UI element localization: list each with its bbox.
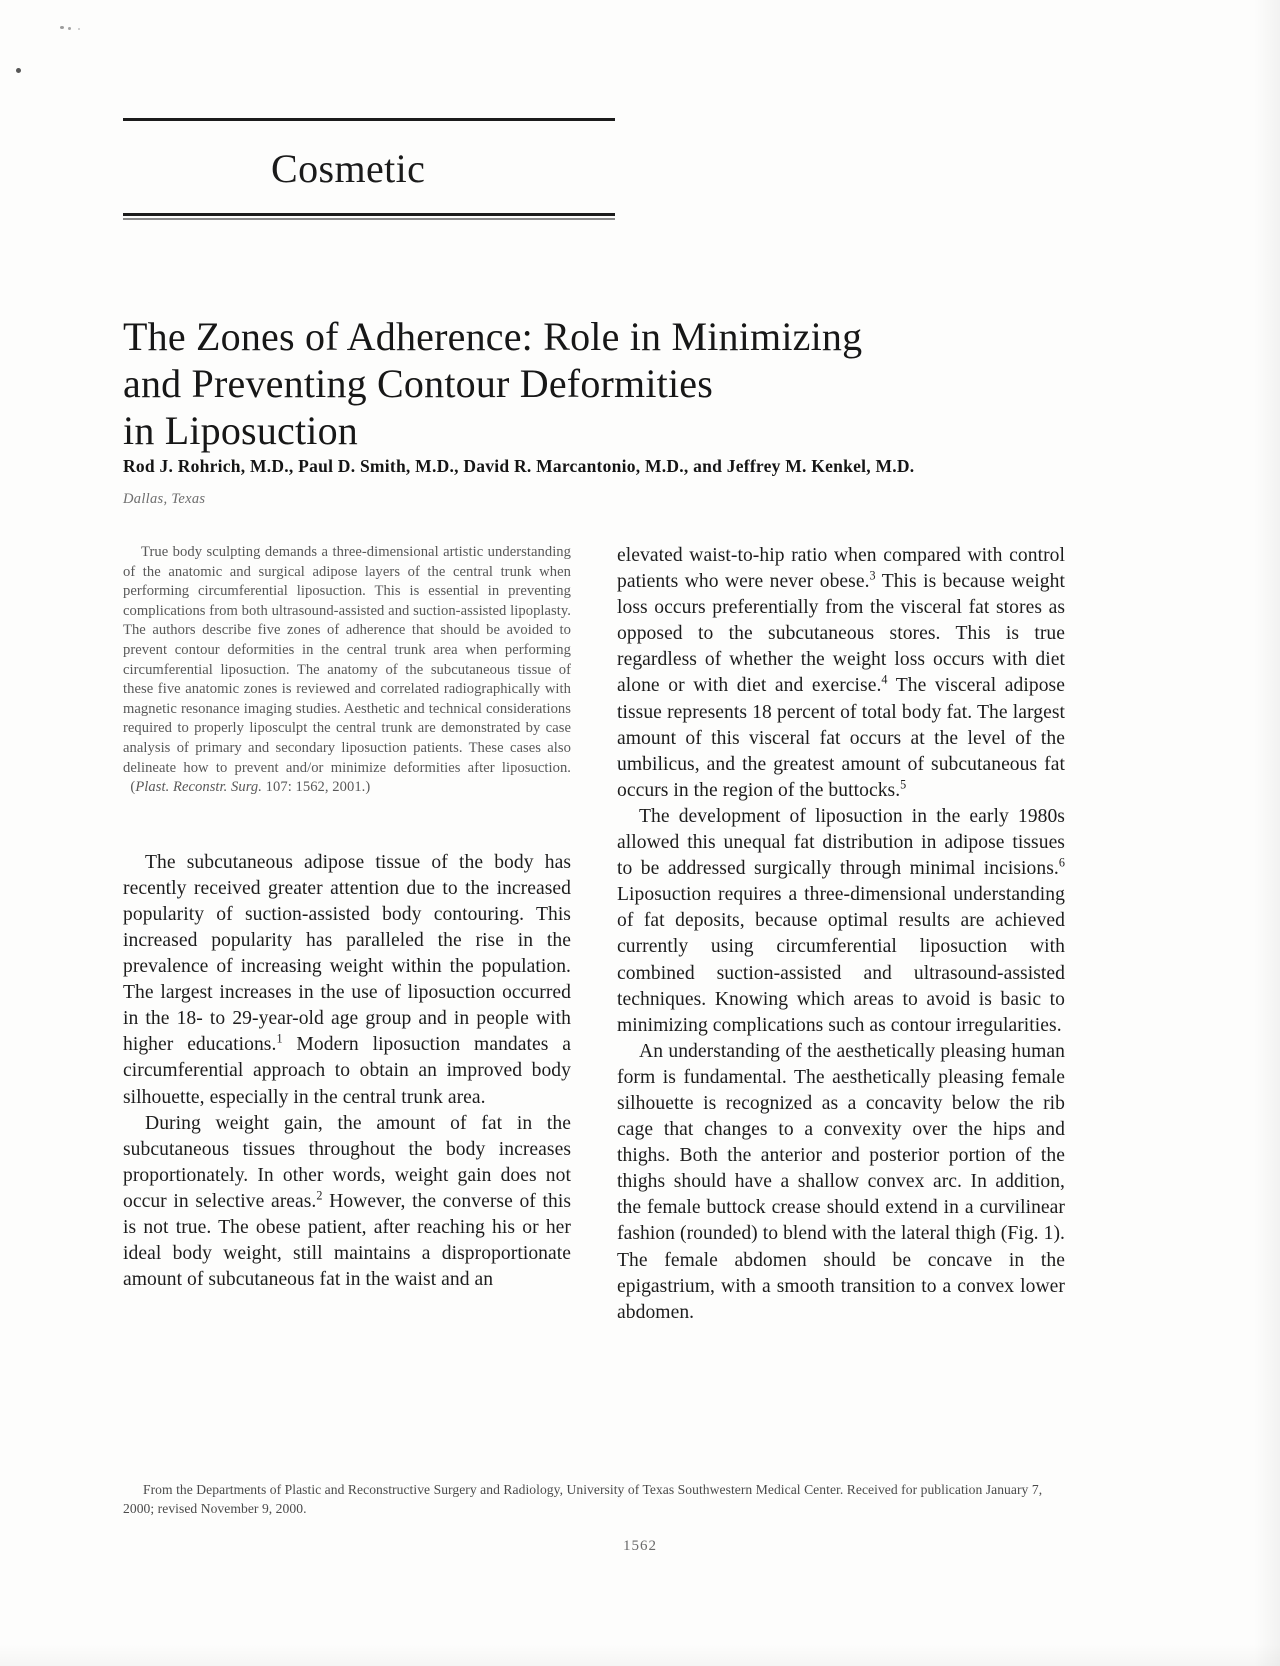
reference-marker: 6: [1058, 855, 1065, 870]
paragraph: [617, 543, 1065, 804]
abstract-citation-journal: Plast. Reconstr. Surg.: [135, 779, 262, 796]
header-rule-bottom: [123, 213, 615, 216]
title-line-3: in Liposuction: [123, 407, 359, 453]
page-title: [123, 313, 1083, 454]
scan-speck: [16, 68, 21, 73]
paragraph-text: An understanding of the aesthetically pleasing human form is fundamental. The aesthetically pleasing female silhouette is recognized as a concavity below the rib cage that changes to a convexity over the hips and thighs. Both the anterior and posterior portion of the thighs should have a shallow convex arc. In addition, the female buttock crease should extend in a curvilinear fashion (rounded) to blend with the lateral thigh (Fig. 1). The female abdomen should be concave in the epigastrium, with a smooth transition to a convex lower abdomen.: [617, 1040, 1065, 1323]
paragraph-text: elevated waist-to-hip ratio when compared with control patients who were never obese.: [617, 545, 1065, 593]
title-line-1: The Zones of Adherence: Role in Minimizing: [123, 313, 863, 359]
author-byline: Rod J. Rohrich, M.D., Paul D. Smith, M.D., David R. Marcantonio, M.D., and Jeffrey M. Kenkel, M.D.: [123, 456, 915, 476]
abstract-citation-rest: 107: 1562, 2001.): [261, 779, 371, 796]
abstract-citation-open: (: [130, 779, 136, 796]
section-title: Cosmetic: [271, 146, 426, 191]
paragraph-text: Modern liposuction mandates a circumferential approach to obtain an improved body silhouette, especially in the central trunk area.: [123, 1034, 572, 1108]
body-columns: [123, 543, 1065, 1398]
reference-marker: 4: [881, 672, 888, 687]
paragraph-text: The development of liposuction in the early 1980s allowed this unequal fat distribution in adipose tissues to be addressed surgically through minimal incisions.: [617, 805, 1065, 880]
paragraph: [123, 850, 571, 1111]
paragraph: [617, 804, 1065, 1039]
affiliation: Dallas, Texas: [123, 491, 206, 507]
column-left: [123, 543, 571, 1293]
paragraph-text: During weight gain, the amount of fat in the subcutaneous tissues throughout the body increases proportionately. In other words, weight gain does not occur in selective areas.: [123, 1112, 571, 1212]
paragraph: [123, 1111, 571, 1294]
scan-edge-shading: [1254, 0, 1280, 1666]
title-line-2: and Preventing Contour Deformities: [123, 360, 714, 406]
paragraph-text: The visceral adipose tissue represents 18 percent of total body fat. The largest amount of this visceral fat occurs at the level of the umbilicus, and the greatest amount of subcutaneous fat occurs in the region of the buttocks.: [617, 675, 1065, 801]
scan-bottom-shading: [0, 1644, 1280, 1666]
paragraph-text: Liposuction requires a three-dimensional understanding of fat deposits, because optimal results are achieved currently using circumferential liposuction with combined suction-assisted and ultrasound-assisted techniques. Knowing which areas to avoid is basic to minimizing complications such as contour irregularities.: [617, 884, 1065, 1036]
footnote-text: From the Departments of Plastic and Reconstructive Surgery and Radiology, University of Texas Southwestern Medical Center. Received for publication January 7, 2000; revised November 9, 2000.: [123, 1482, 1043, 1516]
column-right: [617, 543, 1065, 1326]
body-text-left: [123, 850, 571, 1294]
paragraph-text: This is because weight loss occurs preferentially from the visceral fat stores as opposed to the subcutaneous stores. This is true regardless of whether the weight loss occurs with diet alone or with diet and exercise.: [617, 571, 1065, 697]
paragraph-text: However, the converse of this is not true. The obese patient, after reaching his or her ideal body weight, still maintains a disproportionate amount of subcutaneous fat in the waist and an: [123, 1190, 571, 1291]
abstract-body-gap: [123, 798, 571, 850]
scan-speck: [60, 26, 64, 29]
page-number: 1562: [623, 1538, 657, 1554]
reference-marker: 3: [869, 568, 876, 583]
paragraph-text: The subcutaneous adipose tissue of the body has recently received greater attention due to the increased popularity of suction-assisted body contouring. This increased popularity has paralleled the rise in the prevalence of increasing weight within the population. The largest increases in the use of liposuction occurred in the 18- to 29-year-old age group and in people with higher educations.: [123, 851, 571, 1056]
footnote: [123, 1480, 1071, 1518]
body-text-right: [617, 543, 1065, 1326]
reference-marker: 2: [316, 1188, 323, 1203]
reference-marker: 1: [276, 1031, 283, 1046]
abstract-text: True body sculpting demands a three-dimensional artistic understanding of the anatomic and surgical adipose layers of the central trunk when performing circumferential liposuction. This is essential in preventing complications from both ultrasound-assisted and suction-assisted lipoplasty. The authors describe five zones of adherence that should be avoided to prevent contour deformities in the central trunk area when performing circumferential liposuction. The anatomy of the subcutaneous tissue of these five anatomic zones is reviewed and correlated radiographically with magnetic resonance imaging studies. Aesthetic and technical considerations required to properly liposculpt the central trunk are demonstrated by case analysis of primary and secondary liposuction patients. These cases also delineate how to prevent and/or minimize deformities after liposuction.: [123, 544, 571, 776]
scan-speck: [68, 27, 71, 30]
reference-marker: 5: [900, 777, 907, 792]
section-header: [123, 118, 615, 220]
paragraph: [617, 1039, 1065, 1326]
abstract: [123, 543, 571, 798]
scan-speck: [78, 28, 80, 30]
header-rule-bottom-secondary: [123, 218, 615, 220]
